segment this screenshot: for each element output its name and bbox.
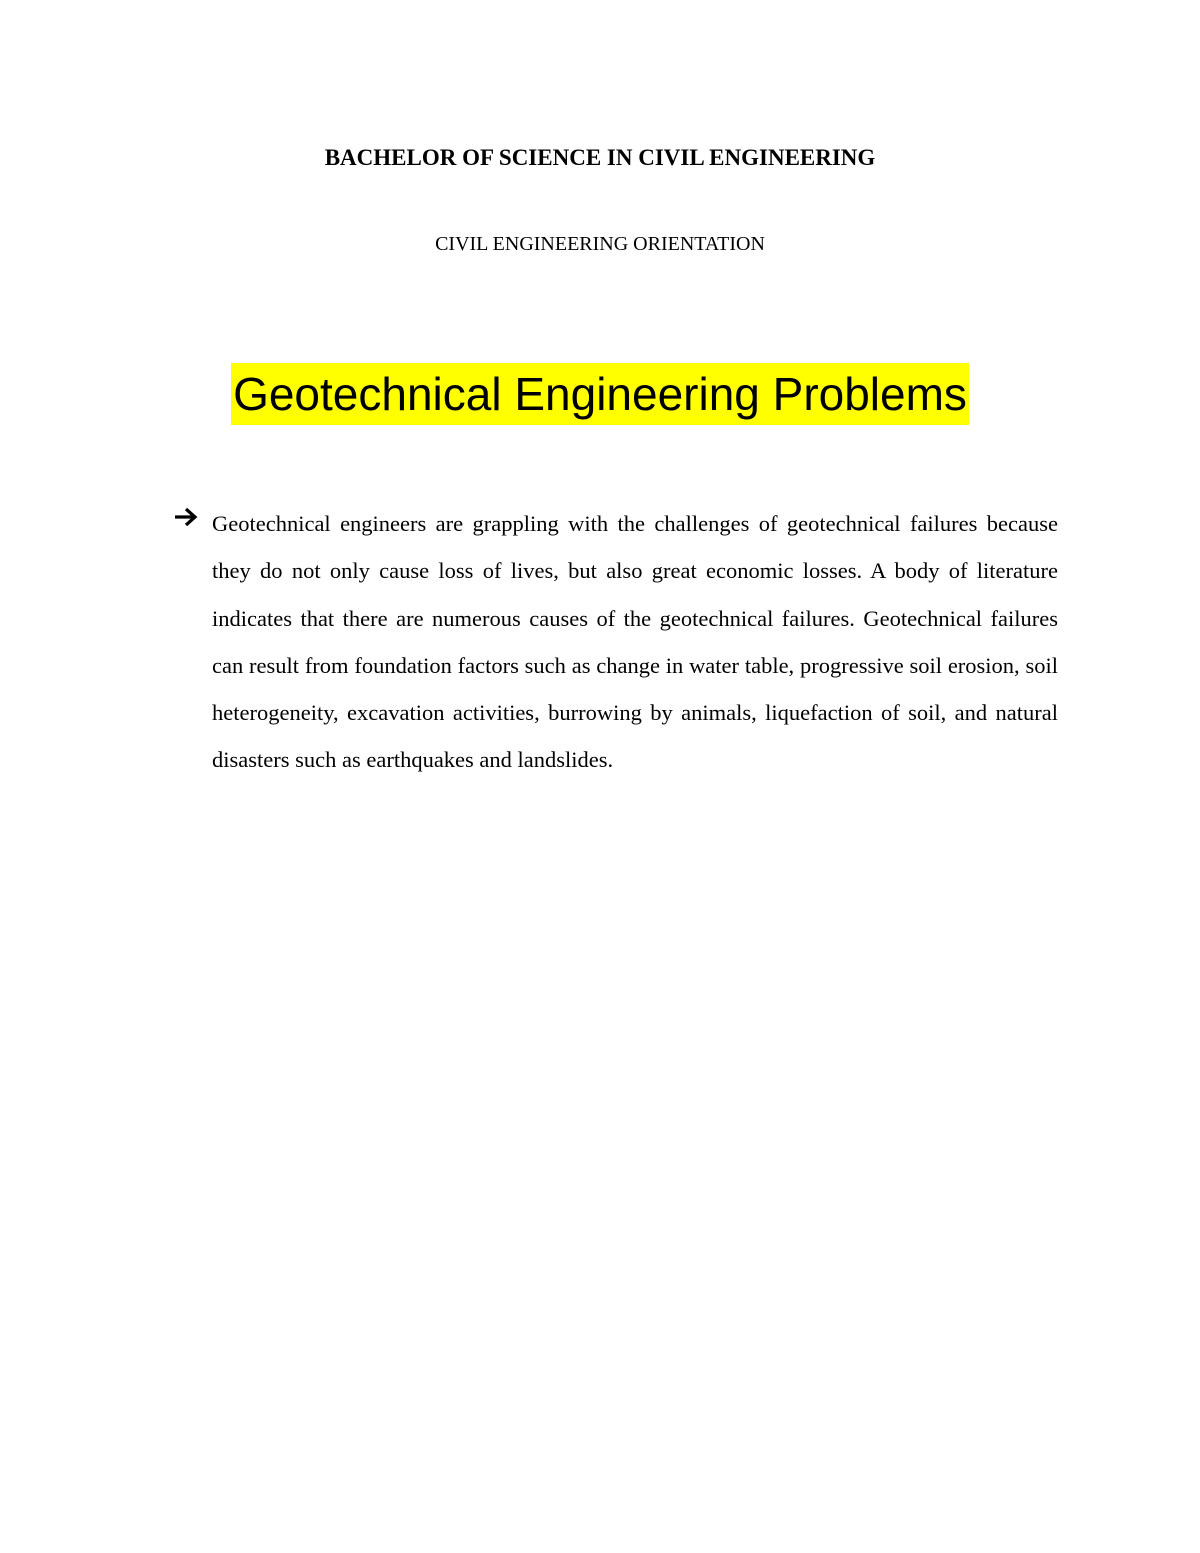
main-heading: Geotechnical Engineering Problems [231, 363, 969, 425]
main-heading-container [0, 363, 1200, 425]
course-title: CIVIL ENGINEERING ORIENTATION [435, 233, 765, 255]
bullet-list [173, 500, 1058, 784]
arrow-right-icon [173, 505, 203, 529]
list-item [173, 500, 1058, 784]
degree-title: BACHELOR OF SCIENCE IN CIVIL ENGINEERING [324, 145, 876, 170]
bullet-text: Geotechnical engineers are grappling with the challenges of geotechnical failures because they do not only cause loss of lives, but also great economic losses. A body of literature indicates that there are numerous causes of the geotechnical failures. Geotechnical failures can result from foundation factors such as change in water table, progressive soil erosion, soil heterogeneity, excavation activities, burrowing by animals, liquefaction of soil, and natural disasters such as earthquakes and landslides. [212, 511, 1058, 773]
